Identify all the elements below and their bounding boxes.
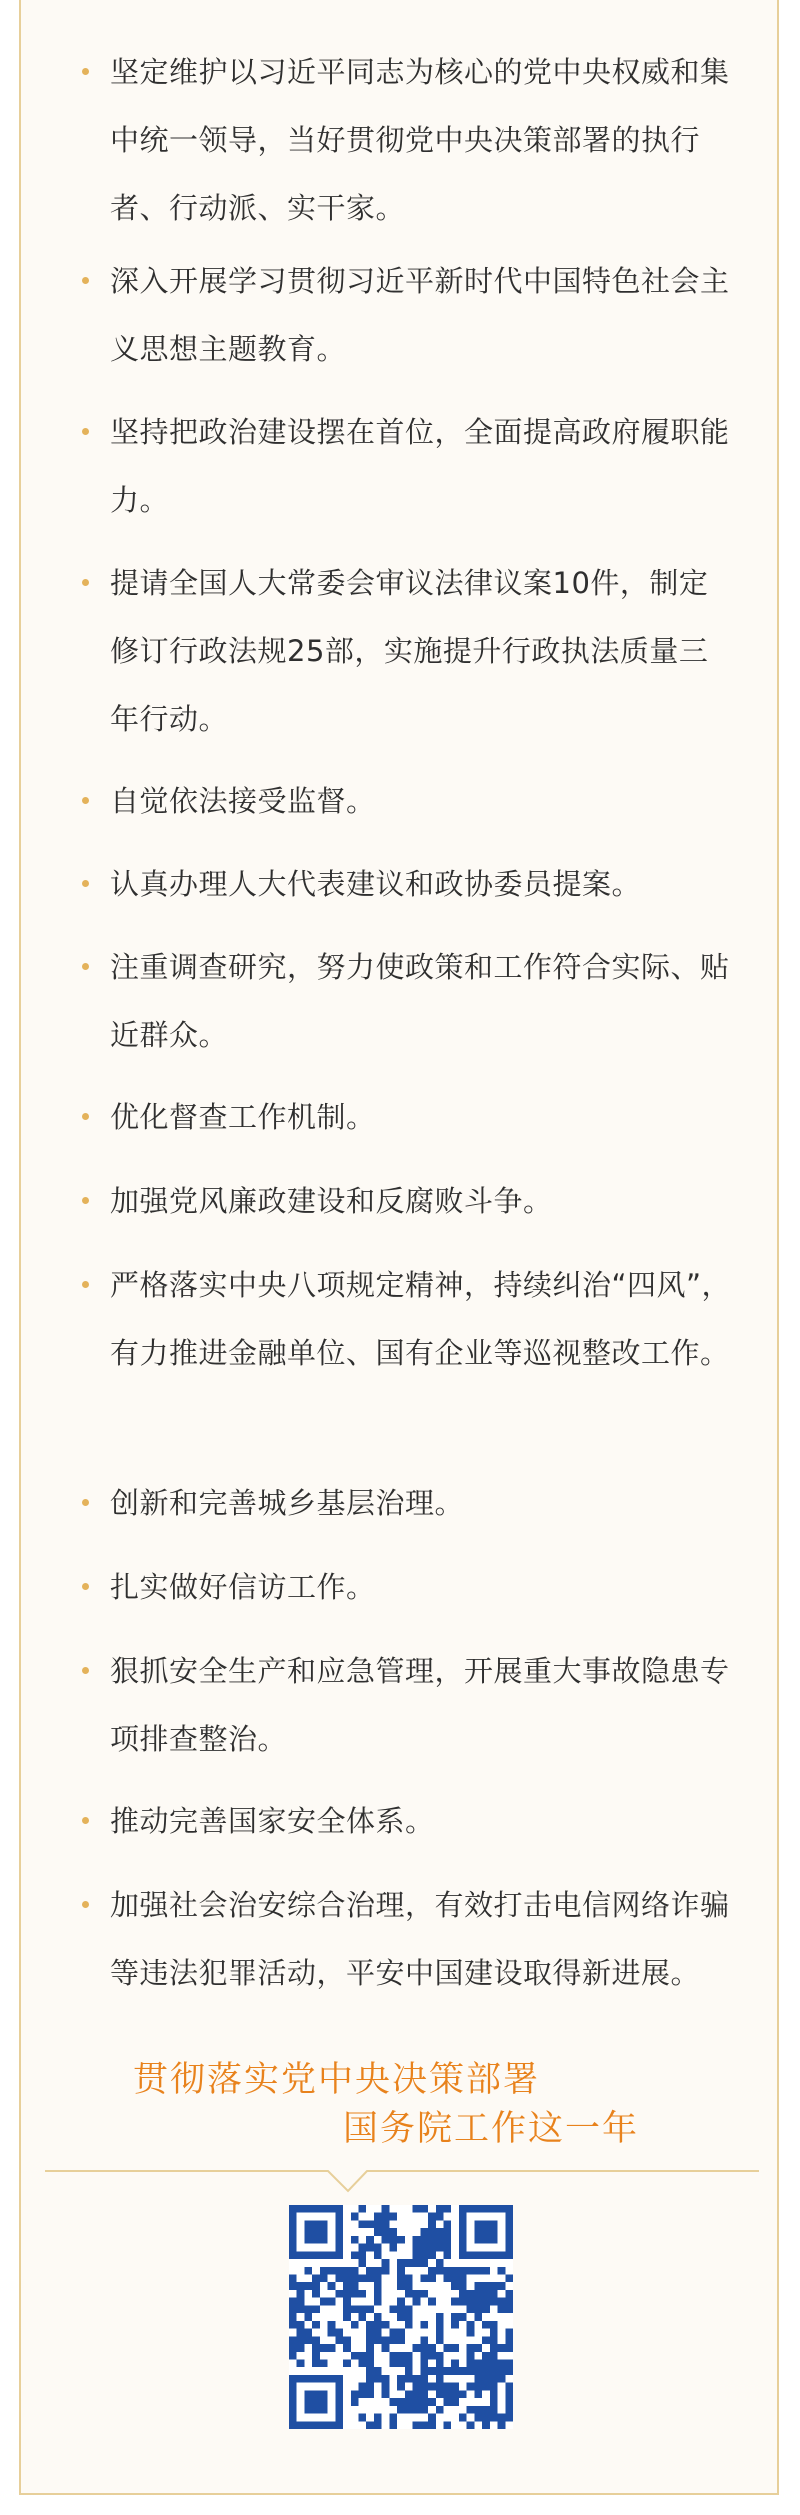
list-item-text: 加强社会治安综合治理，有效打击电信网络诈骗等违法犯罪活动，平安中国建设取得新进展。 xyxy=(110,1888,730,1990)
bullet-dot-icon xyxy=(82,1113,89,1120)
list-item-text: 加强党风廉政建设和反腐败斗争。 xyxy=(110,1184,553,1218)
callout-divider xyxy=(45,2170,759,2200)
bullet-dot-icon xyxy=(82,579,89,586)
footer-title-line-1: 贯彻落实党中央决策部署 xyxy=(133,2060,541,2100)
bullet-dot-icon xyxy=(82,1583,89,1590)
bullet-dot-icon xyxy=(82,1901,89,1908)
list-item-text: 自觉依法接受监督。 xyxy=(110,784,376,818)
list-item-text: 推动完善国家安全体系。 xyxy=(110,1804,435,1838)
footer-title-line-2: 国务院工作这一年 xyxy=(343,2109,640,2149)
bullet-dot-icon xyxy=(82,68,89,75)
bullet-dot-icon xyxy=(82,1197,89,1204)
list-item-text: 坚定维护以习近平同志为核心的党中央权威和集中统一领导，当好贯彻党中央决策部署的执行者、行动派、实干家。 xyxy=(110,55,730,225)
bullet-dot-icon xyxy=(82,1667,89,1674)
list-item-text: 认真办理人大代表建议和政协委员提案。 xyxy=(110,867,642,901)
list-item-text: 深入开展学习贯彻习近平新时代中国特色社会主义思想主题教育。 xyxy=(110,264,730,366)
list-item-text: 狠抓安全生产和应急管理，开展重大事故隐患专项排查整治。 xyxy=(110,1654,730,1756)
bullet-dot-icon xyxy=(82,1499,89,1506)
list-item-text: 提请全国人大常委会审议法律议案10件，制定修订行政法规25部，实施提升行政执法质量三年行动。 xyxy=(110,566,709,736)
bullet-dot-icon xyxy=(82,1281,89,1288)
list-item-text: 注重调查研究，努力使政策和工作符合实际、贴近群众。 xyxy=(110,950,730,1052)
bullet-dot-icon xyxy=(82,797,89,804)
list-item-text: 优化督查工作机制。 xyxy=(110,1100,376,1134)
qr-code-icon xyxy=(289,2205,513,2429)
list-item-text: 坚持把政治建设摆在首位，全面提高政府履职能力。 xyxy=(110,415,730,517)
list-item-text: 严格落实中央八项规定精神，持续纠治“四风”，有力推进金融单位、国有企业等巡视整改工作。 xyxy=(110,1268,732,1370)
list-item-text: 扎实做好信访工作。 xyxy=(110,1570,376,1604)
bullet-dot-icon xyxy=(82,963,89,970)
bullet-dot-icon xyxy=(82,277,89,284)
bullet-dot-icon xyxy=(82,880,89,887)
bullet-dot-icon xyxy=(82,428,89,435)
bullet-dot-icon xyxy=(82,1817,89,1824)
list-item-text: 创新和完善城乡基层治理。 xyxy=(110,1486,465,1520)
